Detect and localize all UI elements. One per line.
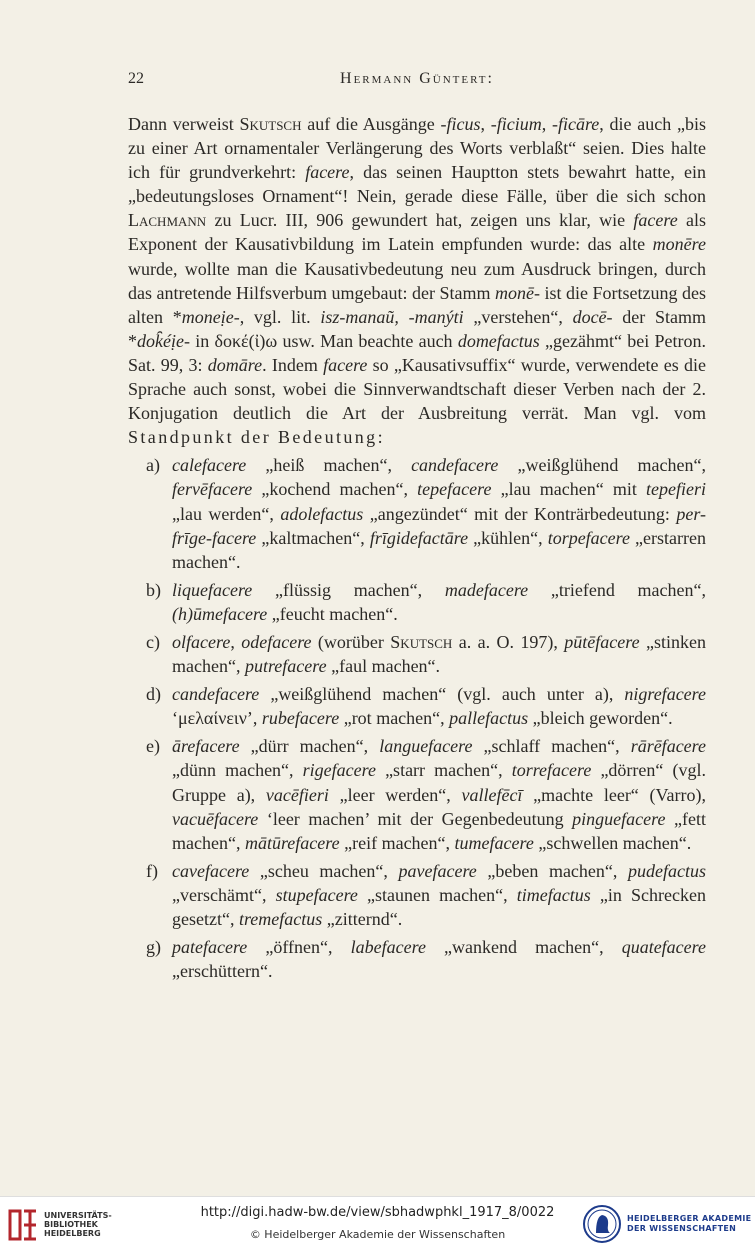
library-name: UNIVERSITÄTS- BIBLIOTHEK HEIDELBERG [44,1211,112,1238]
list-item-c: c) olfacere, odefacere (worüber Skutsch a. a. O. 197), pūtēfacere „stinken machen“, putrefacere „faul machen“. [146,631,706,677]
list-item-e: e) ārefacere „dürr machen“, languefacere „schlaff machen“, rārēfacere „dünn machen“, rigefacere „starr machen“, torrefacere „dörren“ (vgl. Gruppe a), vacēfieri „leer werden“, vallefēcī „machte leer“ (Varro), vacuēfacere ‘leer machen’ mit der Gegenbedeutung pinguefacere „fett machen“, mātūrefacere „reif machen“, tumefacere „schwellen machen“. [146,736,706,853]
page-number: 22 [128,70,144,87]
permalink-url[interactable]: http://digi.hadw-bw.de/view/sbhadwphkl_1917_8/0022 [200,1205,555,1220]
intro-paragraph: Dann verweist Skutsch auf die Ausgänge -ficus, -ficium, -ficāre, die auch „bis zu einer Art ornamentaler Verlängerung des Worts verblaßt“ seien. Dies halte ich für grundverkehrt: facere, das seinen Hauptton stets bewahrt hatte, ein „bedeutungsloses Ornament“! Nein, gerade diese Fälle, über die sich schon Lachmann zu Lucr. III, 906 gewundert hat, zeigen uns klar, wie facere als Exponent der Kausativbildung im Latein empfunden wurde: das alte monēre wurde, wollte man die Kausativbedeutung neu zum Ausdruck bringen, durch das antretende Hilfsverbum umgebaut: der Stamm monē- ist die Fortsetzung des alten *moneịe-, vgl. lit. isz-manaũ, -manýti „verstehen“, docē- der Stamm *dok̑éịe- in δοκέ(ἰ)ω usw. Man beachte auch domefactus „gezähmt“ bei Petron. Sat. 99, 3: domāre. Indem facere so „Kausativsuffix“ wurde, verwendete es die Sprache auch sonst, wobei die Sinnverwandtschaft dieser Verben nach der 2. Konjugation deutlich die Art der Ausbreitung verrät. Man vgl. vom Standpunkt der Bedeutung: [128,114,707,448]
running-header [128,70,706,92]
list-item-g: g) patefacere „öffnen“, labefacere „wankend machen“, quatefacere „erschüttern“. [146,937,706,982]
list-item-d: d) candefacere „weißglühend machen“ (vgl. auch unter a), nigrefacere ‘μελαίνειν’, rubefacere „rot machen“, pallefactus „bleich geworden“. [146,684,706,729]
page-body [128,112,706,983]
list-item-f: f) cavefacere „scheu machen“, pavefacere „beben machen“, pudefactus „verschämt“, stupefacere „staunen machen“, timefactus „in Schrecken gesetzt“, tremefactus „zitternd“. [146,860,706,929]
list-item-a: a) calefacere „heiß machen“, candefacere „weißglühend machen“, fervēfacere „kochend machen“, tepefacere „lau machen“ mit tepefieri „lau werden“, adolefactus „angezündet“ mit der Konträrbedeutung: per-frīge-facere „kaltmachen“, frīgidefactāre „kühlen“, torpefacere „erstarren machen“. [146,455,706,572]
academy-seal-icon [582,1203,622,1245]
viewer-footer [0,1196,755,1252]
author-name: Skutsch [239,114,302,134]
list-item-b: b) liquefacere „flüssig machen“, madefacere „triefend machen“, (h)ūmefacere „feucht machen“. [146,579,707,624]
author-name: Lachmann [128,210,207,231]
academy-name: HEIDELBERGER AKADEMIE DER WISSENSCHAFTEN [627,1214,752,1233]
copyright-notice: © Heidelberger Akademie der Wissenschaften [249,1228,506,1241]
spaced-emphasis: Standpunkt der Bedeutung [128,427,378,448]
running-title: Hermann Güntert: [340,70,494,87]
